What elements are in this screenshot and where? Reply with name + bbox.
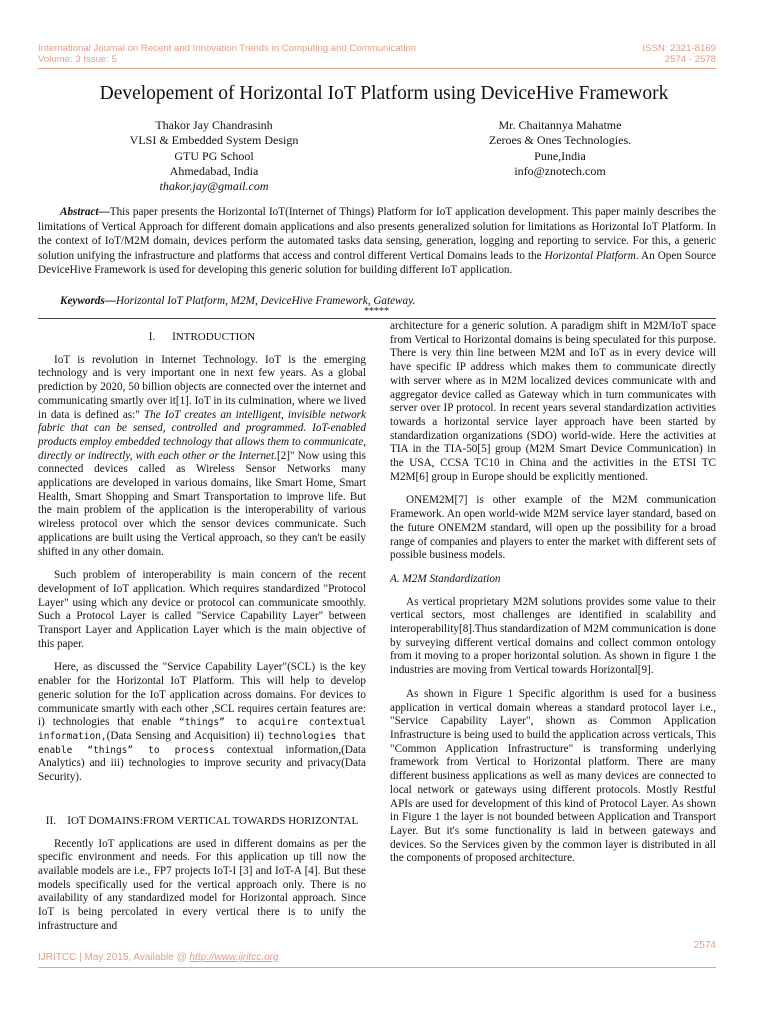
paragraph-intro-2: Such problem of interoperability is main concern of the recent development of IoT application. Which requires standardized "Protocol Layer" using which any device or protocol can communicate smoothly. Such a Protocol Layer is called "Service Capability Layer" between Transport Layer and Application Layer which is the main objective of this paper. xyxy=(38,569,366,650)
paragraph-intro-1 xyxy=(38,354,366,560)
paragraph-domains-2: architecture for a generic solution. A paradigm shift in M2M/IoT space from Vertical to Horizontal domains is being speculated for this purpose. There is very thin line between M2M and IoT as in every device will have specific IP address which makes them to communicate directly with server where as in M2M localized devices communicate with and aggregator device called as Gateway which in turn communicates with server over IP protocol. In recent years several standardization activities towards a horizontal service layer approach have been started by standardization organizations (SDO) world-wide. Here the activities at TIA in the TIA-50[5] group (M2M Smart Device Communication) in the USA, CCSA TC10 in China and the activities in the ETSI TC M2M[6] group in Europe should be explicitly mentioned. xyxy=(390,320,716,483)
intro-3-mono-1: “things” to acquire contextual information, xyxy=(38,717,366,742)
abstract-divider xyxy=(38,318,716,319)
footer-link[interactable]: http://www.ijritcc.org xyxy=(189,952,279,963)
page-number: 2574 xyxy=(693,940,716,951)
abstract-text-b: . An Open Source DeviceHive Framework is used for developing this generic solution for building different IoT application. xyxy=(38,249,716,277)
abstract xyxy=(38,205,716,278)
author-2-name: Mr. Chaitannya Mahatme xyxy=(498,118,622,132)
author-1-dept: VLSI & Embedded System Design xyxy=(129,133,299,148)
intro-1-text-a: IoT is revolution in Internet Technology. IoT is the emerging technology and is very important one in next few years. As a global prediction by 2020, 50 billion objects are connected over the internet and communicating smartly over it[1]. IoT in its culmination, where we lived in data is defined as:" xyxy=(38,353,366,421)
author-2-city: Pune,India xyxy=(534,148,586,163)
section-stars: ***** xyxy=(364,306,389,317)
journal-name: International Journal on Recent and Innovation Trends in Computing and Communication xyxy=(38,43,417,54)
journal-volume: Volume: 3 Issue: 5 xyxy=(38,54,117,66)
intro-3-text-a: Here, as discussed the "Service Capability Layer"(SCL) is the key enabler for the Horizontal IoT Platform. This will help to develop generic solution for the IoT application across domains. For devices to communicate smartly with each other ,SCL requires certain features are: i) technologies that enable xyxy=(38,661,366,729)
author-1 xyxy=(84,118,344,194)
paragraph-domains-1: Recently IoT applications are used in different domains as per the specific environment and needs. For this application up till now the available models are i.e., FP7 projects IoT-I [3] and IoT-A [4]. But these models specifically used for the vertical approach only. There is no availability of any standardized model for Horizontal approach. Since IoT is being percolated in every vertical there is to unify the infrastructure and xyxy=(38,837,366,932)
paragraph-m2m-1: As vertical proprietary M2M solutions provides some value to their vertical sectors, most challenges are identified in scalability and interoperability[8].Thus standardization of M2M communication is done by surveying different vertical domains and collect common ontology from it moving to a proper horizontal solution. As shown in figure 1 the industries are moving from Vertical towards Horizontal[9]. xyxy=(390,595,716,677)
intro-1-quote: The IoT creates an intelligent, invisible network fabric that can be sensed, controlled and programmed. IoT-enabled products employ embedded technology that allows them to communicate, directly or indirectly, with each other or the Internet. xyxy=(38,408,366,462)
paper-title: Developement of Horizontal IoT Platform using DeviceHive Framework xyxy=(99,83,669,104)
intro-3-text-c: contextual information,(Data Analytics) and iii) technologies to improve security and privacy(Data Security). xyxy=(38,743,366,784)
section-2-initial-1: I xyxy=(67,814,71,827)
left-column xyxy=(38,331,366,943)
abstract-text-em: Horizontal Platform xyxy=(544,249,636,262)
section-1-title: NTRODUCTION xyxy=(175,331,256,343)
right-column xyxy=(390,320,716,876)
section-2-heading xyxy=(38,815,366,829)
intro-3-text-b: (Data Sensing and Acquisition) ii) xyxy=(106,729,268,742)
author-2 xyxy=(428,118,692,179)
keywords-text: Horizontal IoT Platform, M2M, DeviceHive Framework, Gateway. xyxy=(115,295,416,307)
abstract-dash: — xyxy=(98,206,110,218)
author-1-city: Ahmedabad, India xyxy=(169,163,259,178)
header-divider xyxy=(38,68,716,69)
author-1-email[interactable]: thakor.jay@gmail.com xyxy=(159,179,269,194)
intro-1-text-b: [2]" Now using this connected devices called as Wireless Sensor Networks many applications are developed in various domains, like Smart Home, Smart Health, Smart Shopping and Smart Transportation to improve life. But the main problem of the application is the interoperability of various wireless protocol over which the sensor devices communicate. Such applications are built using the Vertical approach, so they can't be easily shifted in any other domain. xyxy=(38,449,366,558)
footer-text: IJRITCC | May 2015, Available @ xyxy=(38,952,190,963)
keywords-dash: — xyxy=(104,295,116,307)
section-2-title-2: OMAINS:FROM VERTICAL TOWARDS HORIZONTAL xyxy=(96,814,359,827)
footer-divider xyxy=(38,967,716,968)
journal-issn-block xyxy=(642,43,716,65)
author-2-company: Zeroes & Ones Technologies. xyxy=(488,133,632,148)
abstract-text-a: This paper presents the Horizontal IoT(Internet of Things) Platform for IoT application development. This paper mainly describes the limitations of Vertical Approach for different domain applications and also presents generalized solution for limitations as Horizontal IoT Platform. In the context of IoT/M2M domain, devices perform the automated tasks data sensing, generation, logging and reporting to service. For this, a generic solution unifying the infrastructure and platforms that access and control different Vertical Domains leads to the xyxy=(38,206,716,262)
journal-pages: 2574 - 2578 xyxy=(664,54,716,66)
section-1-heading xyxy=(38,331,366,345)
intro-3-mono-2: technologies that enable “things” to process xyxy=(38,730,366,756)
section-2-title-1: O xyxy=(70,814,79,827)
footer-citation xyxy=(38,952,278,963)
author-2-email[interactable]: info@znotech.com xyxy=(514,163,606,178)
section-1-initial: I xyxy=(172,331,176,343)
section-2-number: II. xyxy=(45,814,57,827)
section-1-number: I. xyxy=(148,331,156,343)
paragraph-onem2m: ONEM2M[7] is other example of the M2M communication Framework. An open world-wide M2M service layer standard, based on the future ONEM2M standard, will open up the possibility for a broad range of companies and players to enter the market with different sets of possible business models. xyxy=(390,494,716,562)
keywords-label: Keywords xyxy=(60,295,105,307)
author-1-name: Thakor Jay Chandrasinh xyxy=(155,118,273,132)
journal-issn: ISSN: 2321-8169 xyxy=(642,43,716,54)
section-2-initial-2: T D xyxy=(78,814,97,827)
paragraph-intro-3 xyxy=(38,661,366,784)
abstract-label: Abstract xyxy=(60,206,99,218)
paragraph-m2m-2: As shown in Figure 1 Specific algorithm is used for a business application in vertical domain whereas a standard protocol layer i.e., "Service Capability Layer", shown as Common Application Infrastructure is being used to build the application across verticals, This "Common Application Infrastructure" is transforming underlying framework from Vertical to Horizontal platform. There are many different business applications as well as many devices are connected to local network or gateways using different protocols. Mostly Restful APIs are used for development of this kind of Protocol Layer. As shown in Figure 1 the layer is not bounded between Application and Transport Layer. But it's some functionality is laid in between gateways and devices. So the Services given by the common layer is distributed in all the components of proposed architecture. xyxy=(390,687,716,865)
author-1-school: GTU PG School xyxy=(174,148,254,163)
subsection-m2m-heading: A. M2M Standardization xyxy=(390,572,501,585)
journal-header xyxy=(38,43,416,65)
